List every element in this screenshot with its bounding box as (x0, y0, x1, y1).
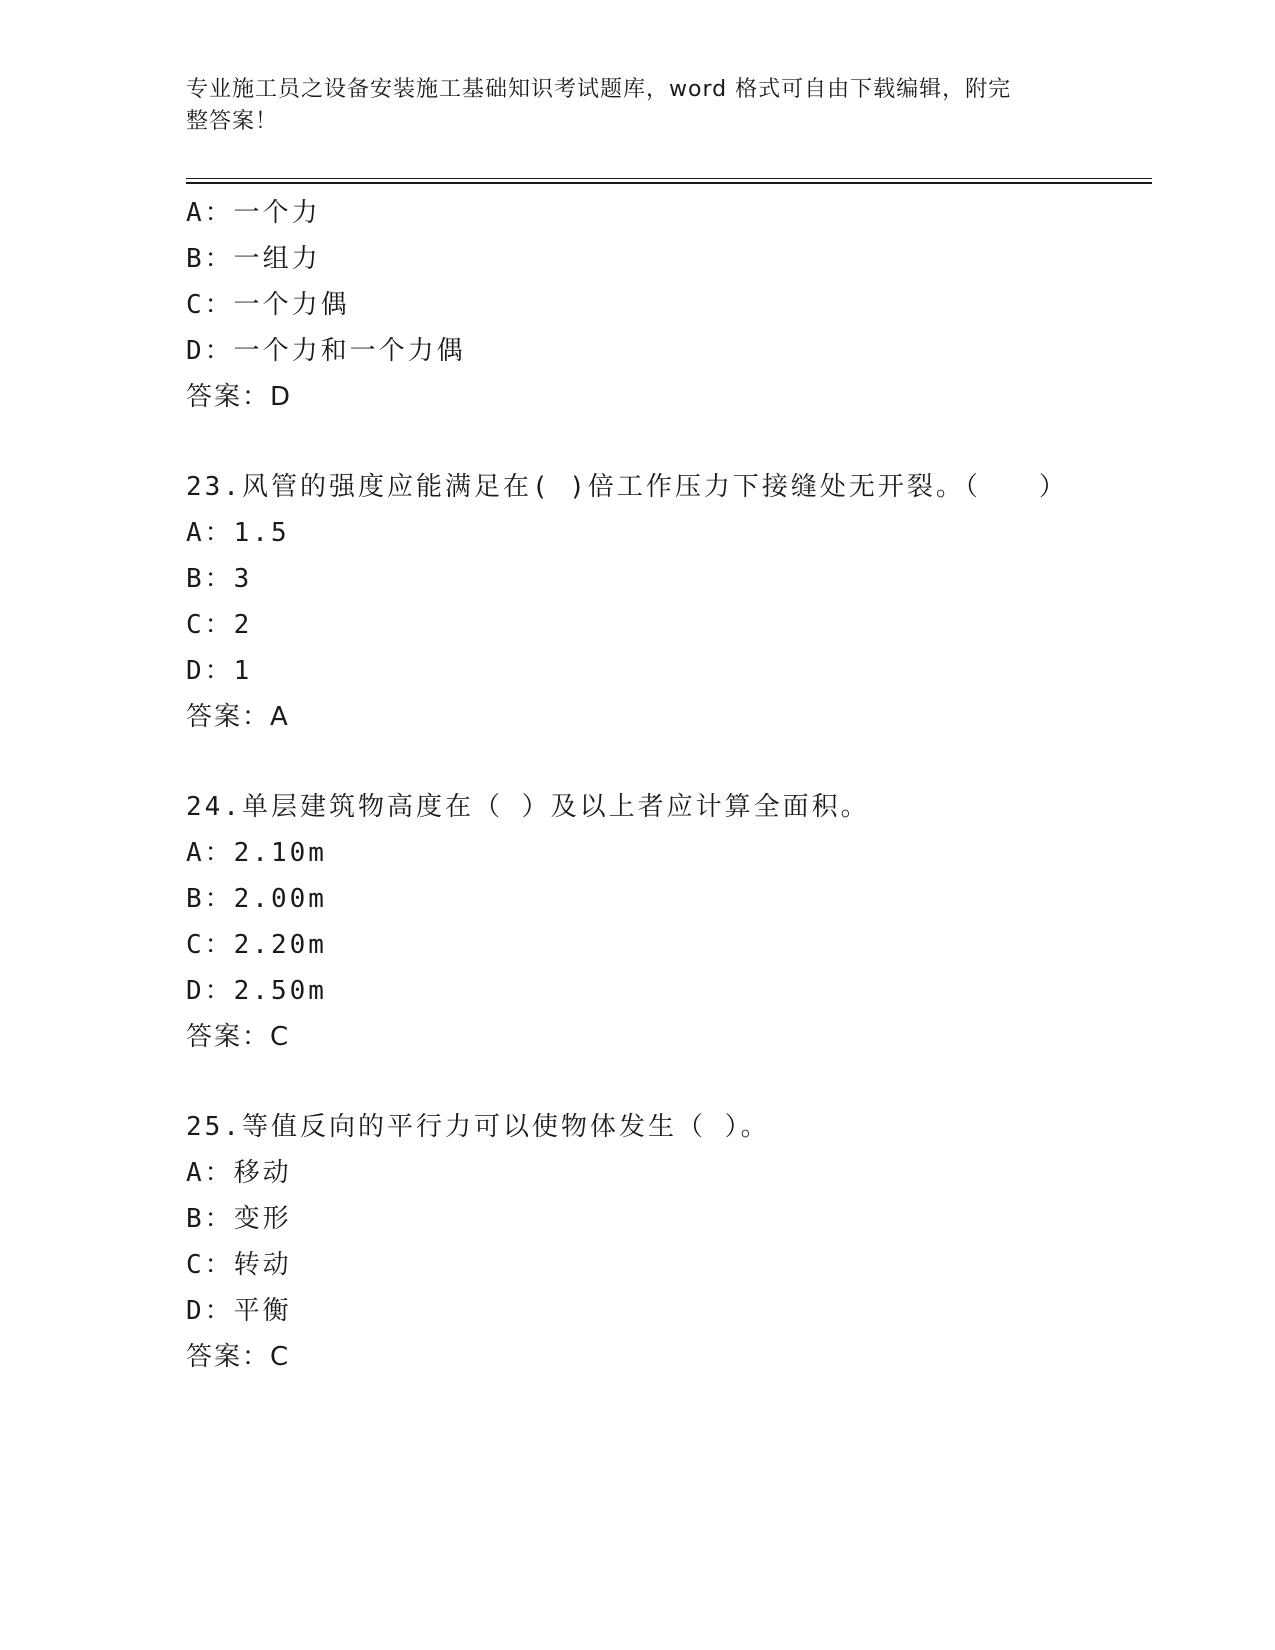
option-b: B：变形 (186, 1204, 292, 1234)
option-a: A：移动 (186, 1158, 292, 1188)
option-c: C：转动 (186, 1250, 292, 1280)
option-c: C：2 (186, 610, 253, 640)
option-c: C：2.20m (186, 930, 327, 960)
option-c: C：一个力偶 (186, 290, 350, 320)
question-22 (186, 190, 1146, 420)
question-stem: 24.单层建筑物高度在（ ）及以上者应计算全面积。 (186, 792, 870, 822)
question-stem: 23.风管的强度应能满足在( )倍工作压力下接缝处无开裂。（ ） (186, 472, 1068, 502)
answer: 答案：C (186, 1342, 291, 1372)
option-d: D：平衡 (186, 1296, 292, 1326)
option-a: A：一个力 (186, 198, 321, 228)
option-d: D：一个力和一个力偶 (186, 336, 466, 366)
option-d: D：2.50m (186, 976, 327, 1006)
question-24 (186, 784, 1146, 1060)
answer: 答案：D (186, 382, 293, 412)
option-b: B：一组力 (186, 244, 321, 274)
question-23 (186, 464, 1146, 740)
option-a: A：2.10m (186, 838, 327, 868)
answer: 答案：C (186, 1022, 291, 1052)
question-stem: 25.等值反向的平行力可以使物体发生（ ）。 (186, 1112, 770, 1142)
header-divider-thick (186, 182, 1152, 184)
question-25 (186, 1104, 1146, 1380)
option-b: B：3 (186, 564, 253, 594)
question-list (186, 190, 1146, 1380)
answer: 答案：A (186, 702, 290, 732)
header-divider-thin (186, 178, 1152, 179)
option-b: B：2.00m (186, 884, 327, 914)
option-d: D：1 (186, 656, 253, 686)
header-line-1: 专业施工员之设备安装施工基础知识考试题库，word 格式可自由下载编辑，附完 (186, 77, 1012, 102)
document-header (186, 74, 1066, 138)
header-line-2: 整答案！ (186, 109, 279, 134)
option-a: A：1.5 (186, 518, 290, 548)
